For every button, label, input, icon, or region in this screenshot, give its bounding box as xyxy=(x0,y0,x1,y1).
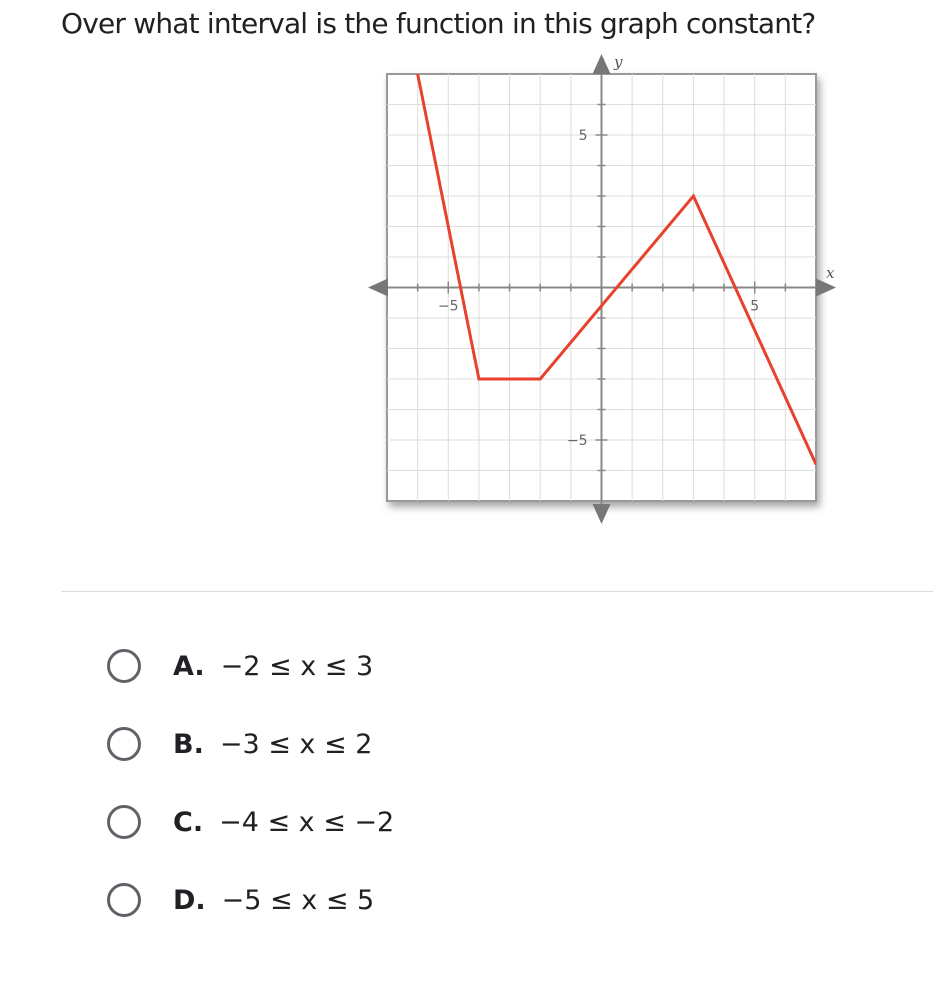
x-tick-label: 5 xyxy=(750,298,760,315)
y-tick-label: 5 xyxy=(578,128,588,144)
x-tick-label: −5 xyxy=(437,298,459,315)
y-axis-arrow-down xyxy=(593,504,611,524)
choice-letter: B. xyxy=(173,728,204,760)
choice-b[interactable] xyxy=(107,722,372,766)
y-axis-arrow-up xyxy=(593,54,611,74)
question-text: Over what interval is the function in this graph constant? xyxy=(61,7,816,40)
radio-button-a[interactable] xyxy=(107,649,141,683)
choice-letter: D. xyxy=(173,884,206,916)
choice-text: −3 ≤ x ≤ 2 xyxy=(219,728,373,760)
radio-button-d[interactable] xyxy=(107,883,141,917)
choice-letter: C. xyxy=(173,806,204,838)
choice-text: −2 ≤ x ≤ 3 xyxy=(220,650,374,682)
x-axis-arrow-left xyxy=(368,279,388,297)
y-tick-label: −5 xyxy=(566,433,588,449)
choice-text: −5 ≤ x ≤ 5 xyxy=(221,884,375,916)
radio-button-b[interactable] xyxy=(107,727,141,761)
choice-letter: A. xyxy=(173,650,205,682)
radio-button-c[interactable] xyxy=(107,805,141,839)
y-axis-label: y xyxy=(614,53,623,71)
function-graph xyxy=(360,50,840,530)
choice-text: −4 ≤ x ≤ −2 xyxy=(219,806,395,838)
choice-d[interactable] xyxy=(107,878,374,922)
x-axis-label: x xyxy=(826,264,835,282)
choice-c[interactable] xyxy=(107,800,394,844)
divider xyxy=(61,591,933,592)
choice-a[interactable] xyxy=(107,644,373,688)
